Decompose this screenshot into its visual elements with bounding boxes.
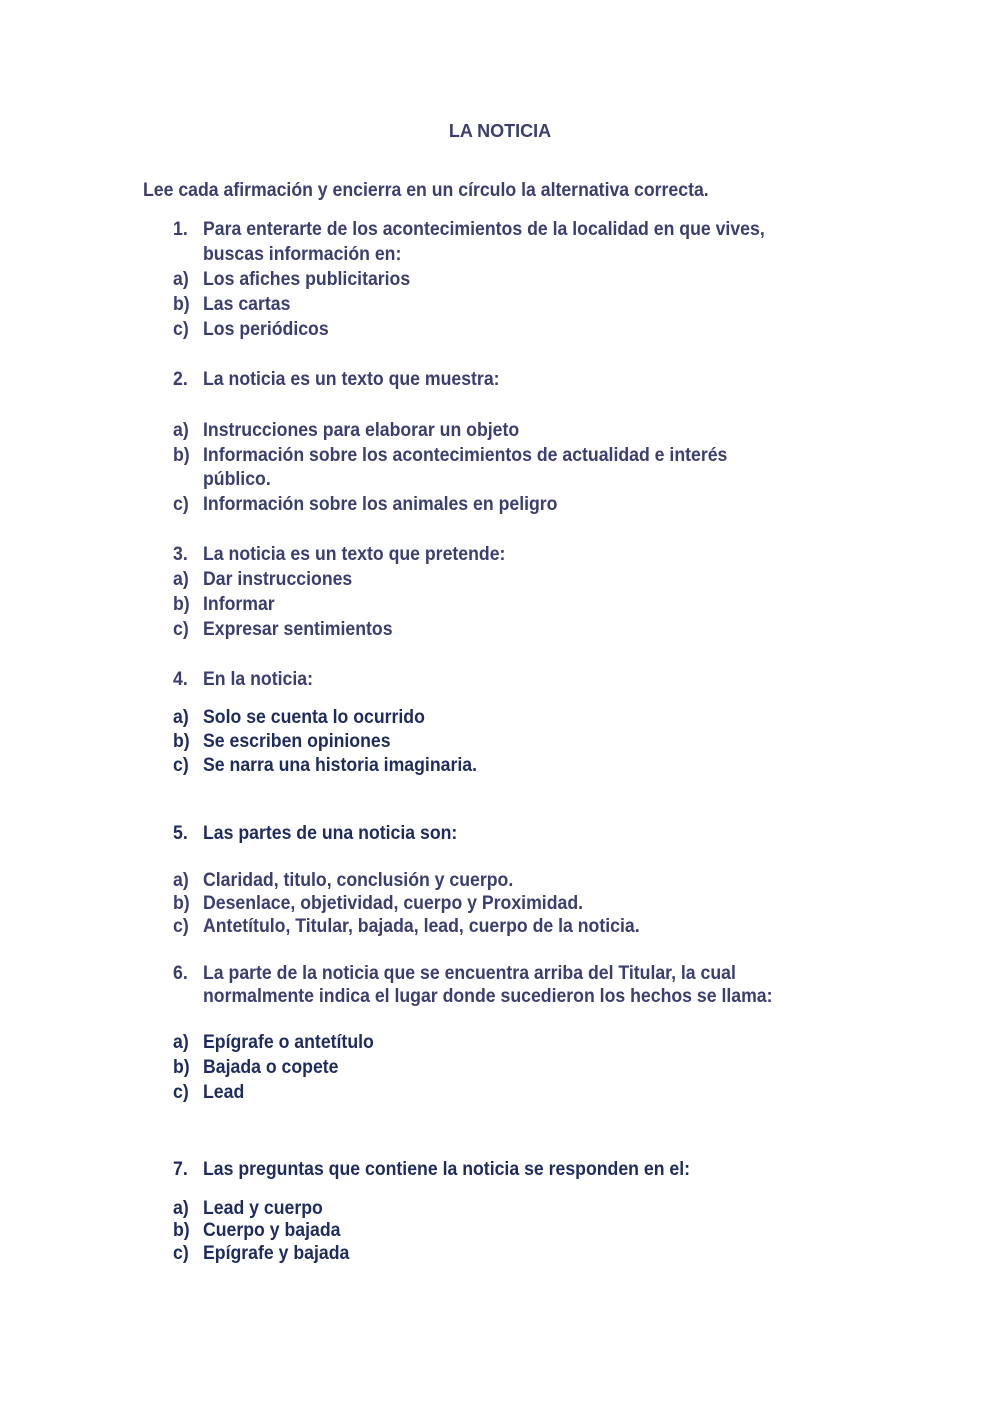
- option-text[interactable]: Instrucciones para elaborar un objeto: [203, 420, 520, 441]
- option-text[interactable]: Desenlace, objetividad, cuerpo y Proximidad.: [203, 893, 584, 914]
- option-text[interactable]: Antetítulo, Titular, bajada, lead, cuerpo de la noticia.: [203, 916, 640, 937]
- option-label[interactable]: b): [173, 1220, 190, 1241]
- option-label[interactable]: a): [173, 420, 189, 441]
- option-label[interactable]: a): [173, 269, 189, 290]
- option-text[interactable]: Dar instrucciones: [203, 569, 353, 590]
- question-number: 6.: [173, 963, 188, 984]
- option-text[interactable]: Los afiches publicitarios: [203, 269, 411, 290]
- option-text[interactable]: Solo se cuenta lo ocurrido: [203, 707, 425, 728]
- option-text[interactable]: Se escriben opiniones: [203, 731, 391, 752]
- option-label[interactable]: b): [173, 445, 190, 466]
- option-label[interactable]: a): [173, 870, 189, 891]
- option-text[interactable]: Los periódicos: [203, 319, 329, 340]
- question-text: Para enterarte de los acontecimientos de la localidad en que vives,: [203, 219, 765, 240]
- option-text[interactable]: Bajada o copete: [203, 1057, 339, 1078]
- option-label[interactable]: a): [173, 1032, 189, 1053]
- question-number: 2.: [173, 369, 188, 390]
- option-text[interactable]: Epígrafe y bajada: [203, 1243, 350, 1264]
- option-label[interactable]: c): [173, 916, 189, 937]
- question-text: La parte de la noticia que se encuentra arriba del Titular, la cual: [203, 963, 736, 984]
- option-label[interactable]: a): [173, 707, 189, 728]
- option-label[interactable]: c): [173, 319, 189, 340]
- option-text[interactable]: Epígrafe o antetítulo: [203, 1032, 374, 1053]
- option-text[interactable]: Información sobre los acontecimientos de actualidad e interés: [203, 445, 728, 466]
- question-number: 1.: [173, 219, 188, 240]
- question-number: 3.: [173, 544, 188, 565]
- option-text[interactable]: Se narra una historia imaginaria.: [203, 755, 477, 776]
- option-text[interactable]: Las cartas: [203, 294, 291, 315]
- option-label[interactable]: a): [173, 1198, 189, 1219]
- option-label[interactable]: b): [173, 731, 190, 752]
- option-text[interactable]: Cuerpo y bajada: [203, 1220, 341, 1241]
- option-text[interactable]: Informar: [203, 594, 275, 615]
- option-text[interactable]: Claridad, titulo, conclusión y cuerpo.: [203, 870, 514, 891]
- option-label[interactable]: b): [173, 294, 190, 315]
- page-title: LA NOTICIA: [448, 121, 552, 141]
- option-text[interactable]: Lead: [203, 1082, 245, 1103]
- option-label[interactable]: a): [173, 569, 189, 590]
- option-label[interactable]: c): [173, 1082, 189, 1103]
- question-text: En la noticia:: [203, 669, 313, 690]
- option-text[interactable]: Información sobre los animales en peligro: [203, 494, 558, 515]
- question-text: La noticia es un texto que muestra:: [203, 369, 500, 390]
- option-label[interactable]: b): [173, 594, 190, 615]
- option-text[interactable]: Expresar sentimientos: [203, 619, 393, 640]
- option-label[interactable]: c): [173, 1243, 189, 1264]
- option-label[interactable]: b): [173, 893, 190, 914]
- option-label[interactable]: b): [173, 1057, 190, 1078]
- question-text: normalmente indica el lugar donde sucedieron los hechos se llama:: [203, 986, 773, 1007]
- option-label[interactable]: c): [173, 494, 189, 515]
- option-text[interactable]: público.: [203, 469, 271, 490]
- instructions: Lee cada afirmación y encierra en un círculo la alternativa correcta.: [143, 180, 709, 201]
- question-number: 4.: [173, 669, 188, 690]
- question-text: La noticia es un texto que pretende:: [203, 544, 506, 565]
- question-number: 5.: [173, 823, 188, 844]
- option-label[interactable]: c): [173, 755, 189, 776]
- question-text: Las partes de una noticia son:: [203, 823, 458, 844]
- question-text: buscas información en:: [203, 244, 402, 265]
- option-label[interactable]: c): [173, 619, 189, 640]
- question-number: 7.: [173, 1159, 188, 1180]
- question-text: Las preguntas que contiene la noticia se responden en el:: [203, 1159, 691, 1180]
- option-text[interactable]: Lead y cuerpo: [203, 1198, 323, 1219]
